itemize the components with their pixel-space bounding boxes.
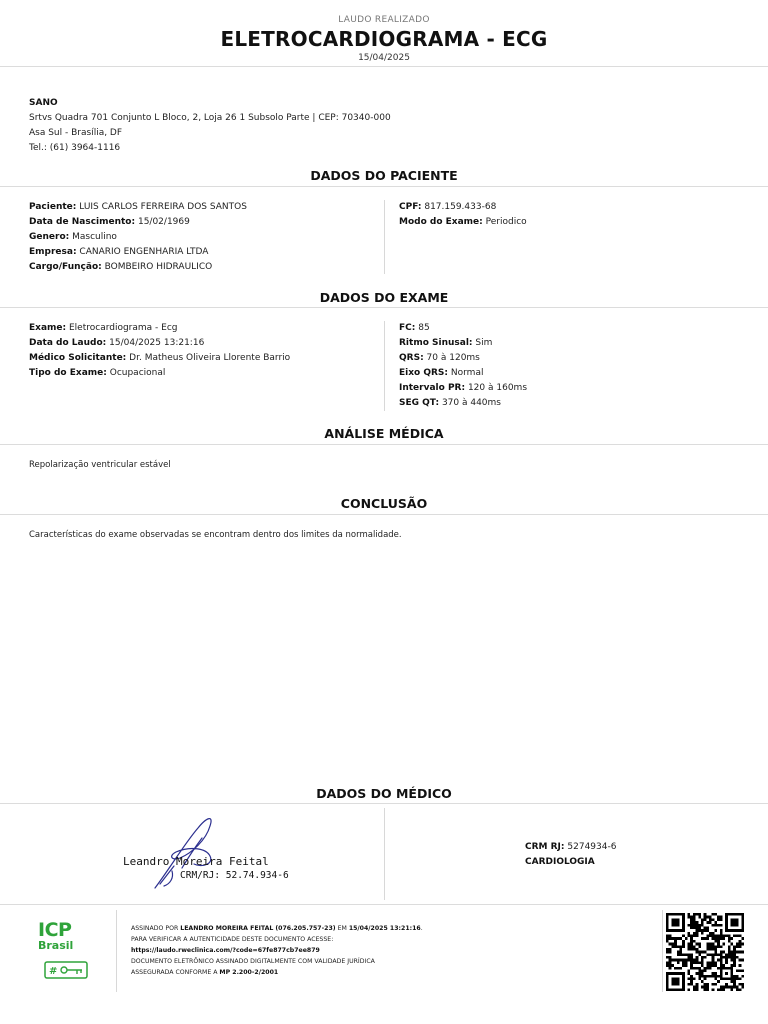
svg-text:CRM/RJ: 52.74.934-6: CRM/RJ: 52.74.934-6	[180, 870, 289, 881]
divider	[0, 186, 768, 187]
section-title-patient: DADOS DO PACIENTE	[310, 168, 458, 183]
column-divider	[384, 200, 385, 274]
divider	[0, 803, 768, 804]
field-row: Modo do Exame: Periodico	[399, 217, 527, 227]
exam-left-column	[29, 321, 290, 381]
crm-value: 5274934-6	[567, 842, 617, 852]
field-row: Tipo do Exame: Ocupacional	[29, 368, 166, 378]
company-name: SANO	[29, 98, 58, 108]
qr-code[interactable]	[666, 913, 744, 991]
exam-right-column	[399, 321, 527, 411]
field-row: Eixo QRS: Normal	[399, 368, 484, 378]
svg-text:Leandro Moreira Feital: Leandro Moreira Feital	[123, 855, 269, 868]
doctor-signature	[110, 808, 310, 898]
field-row: Data do Laudo: 15/04/2025 13:21:16	[29, 338, 205, 348]
icp-brasil-logo: ICP Brasil #	[38, 921, 94, 981]
field-row: CPF: 817.159.433-68	[399, 202, 497, 212]
doctor-credentials	[525, 840, 616, 870]
divider	[0, 66, 768, 67]
field-row: Genero: Masculino	[29, 232, 117, 242]
field-row: SEG QT: 370 à 440ms	[399, 398, 501, 408]
footer-divider	[662, 910, 663, 992]
field-row: Médico Solicitante: Dr. Matheus Oliveira Llorente Barrio	[29, 353, 291, 363]
divider	[0, 307, 768, 308]
status-label: LAUDO REALIZADO	[338, 15, 430, 25]
section-title-conclusion: CONCLUSÃO	[340, 496, 428, 511]
field-row: Ritmo Sinusal: Sim	[399, 338, 493, 348]
field-row: QRS: 70 à 120ms	[399, 353, 480, 363]
field-row: Empresa: CANARIO ENGENHARIA LTDA	[29, 247, 209, 257]
document-title: ELETROCARDIOGRAMA - ECG	[220, 27, 548, 51]
conclusion-text: Características do exame observadas se encontram dentro dos limites da normalidade.	[29, 530, 402, 540]
crm-label: CRM RJ:	[525, 842, 565, 852]
field-row: Paciente: LUIS CARLOS FERREIRA DOS SANTOS	[29, 202, 247, 212]
divider	[0, 444, 768, 445]
specialty: CARDIOLOGIA	[525, 857, 595, 867]
verify-link[interactable]: https://laudo.rweclinica.com/?code=67fe877cb7ee879	[131, 947, 320, 954]
document-date: 15/04/2025	[358, 53, 410, 63]
divider	[0, 904, 768, 905]
field-row: Data de Nascimento: 15/02/1969	[29, 217, 190, 227]
patient-left-column	[29, 200, 247, 275]
field-row: Intervalo PR: 120 à 160ms	[399, 383, 528, 393]
section-title-doctor: DADOS DO MÉDICO	[316, 786, 452, 801]
company-city: Asa Sul - Brasília, DF	[29, 128, 123, 138]
company-info	[29, 96, 391, 156]
analysis-text: Repolarização ventricular estável	[29, 460, 171, 470]
key-icon	[44, 960, 88, 980]
signature-image	[110, 808, 310, 898]
signature-info: ASSINADO POR LEANDRO MOREIRA FEITAL (076.205.757-23) EM 15/04/2025 13:21:16. PARA VERIFICAR A AUTENTICIDADE DESTE DOCUMENTO ACESSE: https://laudo.rweclinica.com/?code=67fe877cb7ee879 DOCUMENTO ELETRÔNICO ASSINADO DIGITALMENTE COM VALIDADE JURÍDICA ASSEGURADA CONFORME A MP 2.200-2/2001	[131, 925, 423, 976]
column-divider	[384, 321, 385, 411]
footer-divider	[116, 910, 117, 992]
divider	[0, 514, 768, 515]
field-row: FC: 85	[399, 323, 430, 333]
section-title-exam: DADOS DO EXAME	[319, 290, 449, 305]
company-address: Srtvs Quadra 701 Conjunto L Bloco, 2, Loja 26 1 Subsolo Parte | CEP: 70340-000	[29, 113, 391, 123]
svg-text:#: #	[49, 966, 58, 977]
column-divider	[384, 808, 385, 900]
field-row: Cargo/Função: BOMBEIRO HIDRAULICO	[29, 262, 213, 272]
company-phone: Tel.: (61) 3964-1116	[29, 143, 121, 153]
patient-right-column	[399, 200, 527, 230]
section-title-analysis: ANÁLISE MÉDICA	[324, 426, 444, 441]
field-row: Exame: Eletrocardiograma - Ecg	[29, 323, 178, 333]
